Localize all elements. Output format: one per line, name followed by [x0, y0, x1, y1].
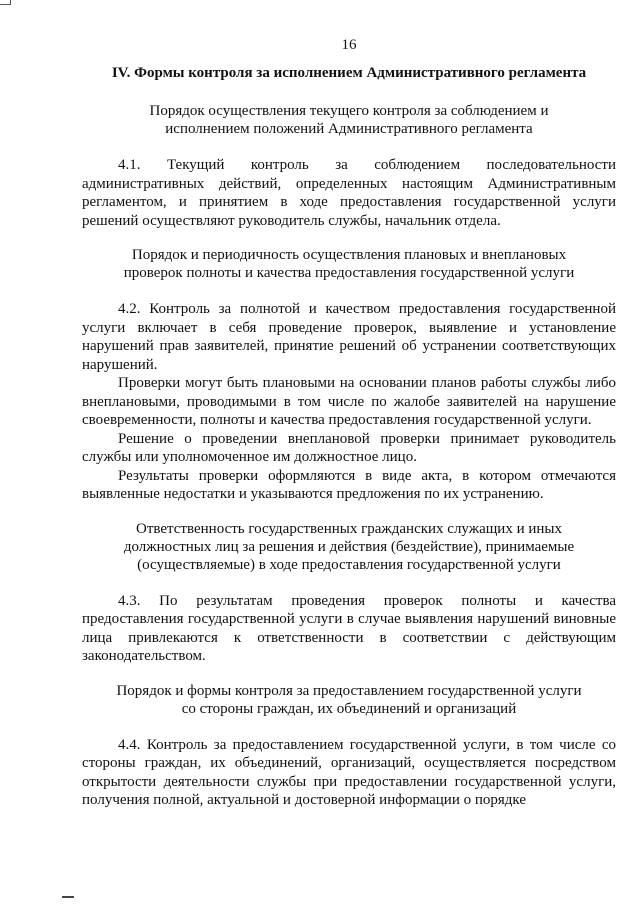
paragraph-4-4: 4.4. Контроль за предоставлением государственной услуги, в том числе со стороны граждан, их объединений, организаций, осуществляется посредством открытости деятельности службы при предоставлении государственной услуги, получения полной, актуальной и достоверной информации о порядке	[82, 736, 616, 808]
section-4-2	[82, 246, 616, 504]
scan-artifact	[62, 896, 74, 898]
section-heading: Ответственность государственных гражданских служащих и иных должностных лиц за решения и действия (бездействие), принимаемые (осуществляемые) в ходе предоставления государственной услуги	[123, 520, 575, 573]
paragraph-4-3: 4.3. По результатам проведения проверок полноты и качества предоставления государственной услуги в случае выявления нарушений виновные лица привлекаются к ответственности в соответствии с действующим законодательством.	[82, 592, 616, 664]
paragraph-4-1: 4.1. Текущий контроль за соблюдением последовательности административных действий, определенных настоящим Административным регламентом, и принятием в ходе предоставления государственной услуги решений осуществляют руководитель службы, начальник отдела.	[82, 157, 616, 229]
scan-corner-mark	[0, 0, 11, 5]
section-4-4	[82, 682, 616, 810]
section-4-1	[82, 102, 616, 230]
paragraph-4-2: 4.2. Контроль за полнотой и качеством предоставления государственной услуги включает в себя проведение проверок, выявление и установление нарушений прав заявителей, принятие решений об устранении соответствующих нарушений.	[82, 301, 616, 373]
chapter-title: IV. Формы контроля за исполнением Административного регламента	[111, 65, 587, 81]
paragraph: Результаты проверки оформляются в виде акта, в котором отмечаются выявленные недостатки и указываются предложения по их устранению.	[82, 467, 616, 502]
section-heading: Порядок осуществления текущего контроля за соблюдением и исполнением положений Административного регламента	[149, 103, 549, 137]
page-number: 16	[341, 37, 357, 53]
section-heading: Порядок и формы контроля за предоставлением государственной услуги со стороны граждан, их объединений и организаций	[116, 682, 582, 717]
section-4-3	[82, 520, 616, 666]
document-page	[82, 36, 616, 810]
paragraph: Решение о проведении внеплановой проверки принимает руководитель службы или уполномоченное им должностное лицо.	[82, 430, 616, 465]
section-heading: Порядок и периодичность осуществления плановых и внеплановых проверок полноты и качества предоставления государственной услуги	[123, 247, 575, 281]
paragraph: Проверки могут быть плановыми на основании планов работы службы либо внеплановыми, проводимыми в том числе по жалобе заявителей на нарушение своевременности, полноты и качества предоставления государственной услуги.	[82, 375, 616, 428]
